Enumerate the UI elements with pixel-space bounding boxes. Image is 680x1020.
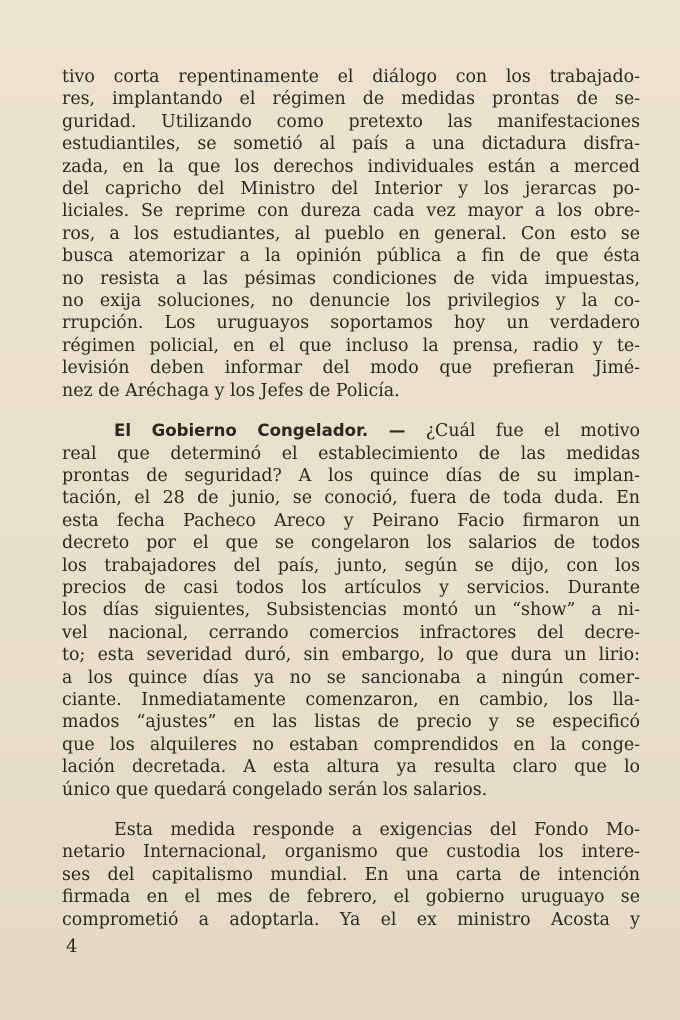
text-line: los días siguientes, Subsistencias montó un “show” a ni- [62, 600, 640, 621]
text-line: no exija soluciones, no denuncie los privilegios y la co- [62, 291, 640, 312]
text-line: busca atemorizar a la opinión pública a fin de que ésta [62, 246, 640, 267]
paragraph-2 [62, 420, 640, 801]
text-line: nez de Aréchaga y los Jefes de Policía. [62, 380, 400, 401]
text-line: no resista a las pésimas condiciones de vida impuestas, [62, 268, 640, 289]
text-line: ciante. Inmediatamente comenzaron, en cambio, los lla- [62, 689, 640, 710]
text-line: esta fecha Pacheco Areco y Peirano Facio firmaron un [62, 510, 640, 531]
text-line: real que determinó el establecimiento de las medidas [62, 443, 640, 464]
text-line: a los quince días ya no se sancionaba a ningún comer- [62, 667, 640, 688]
text-line: ros, a los estudiantes, al pueblo en general. Con esto se [62, 223, 640, 244]
text-line: lación decretada. A esta altura ya resulta claro que lo [62, 757, 640, 778]
page-number: 4 [66, 936, 78, 957]
text-line: régimen policial, en el que incluso la prensa, radio y te- [62, 335, 640, 356]
text-line: precios de casi todos los artículos y servicios. Durante [62, 577, 640, 598]
text-line: Esta medida responde a exigencias del Fondo Mo- [114, 820, 640, 840]
text-fragment: ¿Cuál fue el motivo [425, 421, 641, 442]
text-line: firmada en el mes de febrero, el gobierno uruguayo se [62, 887, 640, 908]
text-line: levisión deben informar del modo que prefieran Jimé- [62, 358, 640, 379]
text-line: rrupción. Los uruguayos soportamos hoy un verdadero [62, 313, 640, 334]
text-line: prontas de seguridad? A los quince días de su implan- [62, 465, 640, 486]
paragraph-3 [62, 819, 640, 931]
text-line: que los alquileres no estaban comprendidos en la conge- [62, 734, 640, 755]
text-line: netario Internacional, organismo que custodia los intere- [62, 842, 640, 863]
text-line [62, 420, 640, 442]
text-line: to; esta severidad duró, sin embargo, lo que dura un lirio: [62, 645, 640, 666]
text-line: vel nacional, cerrando comercios infractores del decre- [62, 622, 640, 643]
text-line: único que quedará congelado serán los salarios. [62, 779, 488, 800]
text-line: los trabajadores del país, junto, según se dijo, con los [62, 555, 640, 576]
paragraph-1 [62, 66, 640, 402]
text-line: mados “ajustes” en las listas de precio y se especificó [62, 712, 640, 733]
text-line: tación, el 28 de junio, se conoció, fuera de toda duda. En [62, 488, 640, 509]
text-line: ses del capitalismo mundial. En una carta de intención [62, 864, 640, 885]
body-text [62, 66, 640, 931]
text-line: guridad. Utilizando como pretexto las manifestaciones [62, 111, 640, 132]
text-line: decreto por el que se congelaron los salarios de todos [62, 533, 640, 554]
section-heading: El Gobierno Congelador. — [114, 421, 406, 441]
text-line: comprometió a adoptarla. Ya el ex ministro Acosta y [62, 909, 640, 930]
text-line: zada, en la que los derechos individuales están a merced [62, 156, 640, 177]
text-line: res, implantando el régimen de medidas prontas de se- [62, 89, 640, 110]
text-line: tivo corta repentinamente el diálogo con los trabajado- [62, 67, 640, 87]
text-line: del capricho del Ministro del Interior y los jerarcas po- [62, 179, 640, 200]
text-line: estudiantiles, se sometió al país a una dictadura disfra- [62, 134, 640, 155]
text-line: liciales. Se reprime con dureza cada vez mayor a los obre- [62, 201, 640, 222]
